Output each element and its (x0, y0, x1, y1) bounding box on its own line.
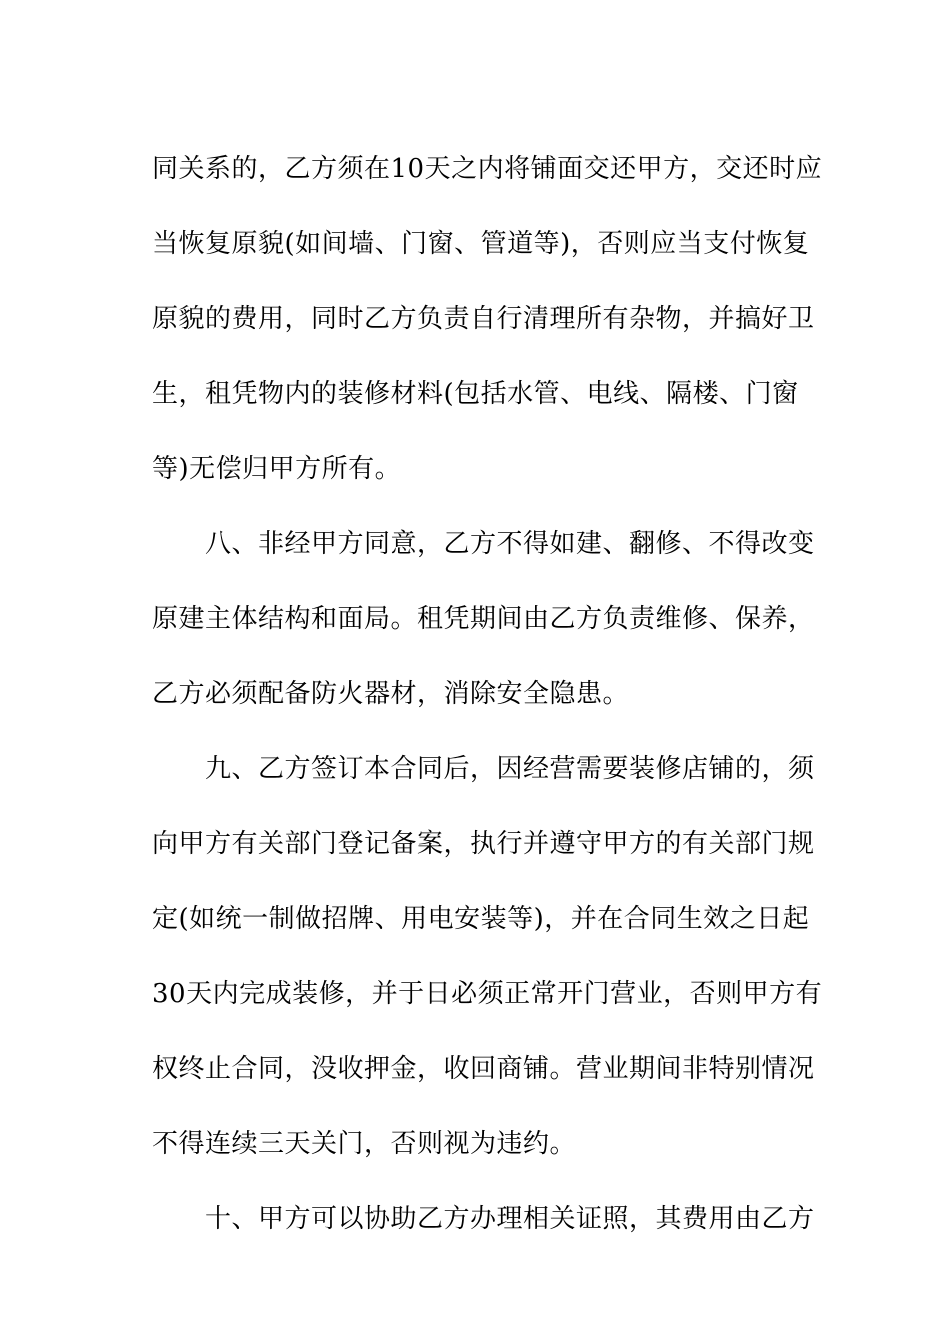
text-line: 原建主体结构和面局。租凭期间由乙方负责维修、保养， (152, 604, 815, 634)
text-line: 原貌的费用，同时乙方负责自行清理所有杂物，并搞好卫 (152, 304, 815, 334)
text-line: 等)无偿归甲方所有。 (152, 454, 402, 484)
text-line: 乙方必须配备防火器材，消除安全隐患。 (152, 679, 630, 709)
clause-10-first-line: 十、甲方可以协助乙方办理相关证照，其费用由乙方 (152, 1204, 815, 1234)
text-line: 定(如统一制做招牌、用电安装等)，并在合同生效之日起 (152, 904, 810, 934)
contract-body-text (152, 132, 823, 1257)
text-line: 30天内完成装修，并于日必须正常开门营业，否则甲方有 (152, 979, 823, 1009)
text-line: 生，租凭物内的装修材料(包括水管、电线、隔楼、门窗 (152, 379, 799, 409)
text-line: 同关系的，乙方须在10天之内将铺面交还甲方，交还时应 (152, 154, 823, 184)
text-line: 权终止合同，没收押金，收回商铺。营业期间非特别情况 (152, 1054, 815, 1084)
text-line: 向甲方有关部门登记备案，执行并遵守甲方的有关部门规 (152, 829, 815, 859)
text-line: 不得连续三天关门，否则视为违约。 (152, 1129, 577, 1159)
clause-9-first-line: 九、乙方签订本合同后，因经营需要装修店铺的，须 (152, 754, 815, 784)
clause-8-first-line: 八、非经甲方同意，乙方不得如建、翻修、不得改变 (152, 529, 815, 559)
text-line: 当恢复原貌(如间墙、门窗、管道等)，否则应当支付恢复 (152, 229, 810, 259)
